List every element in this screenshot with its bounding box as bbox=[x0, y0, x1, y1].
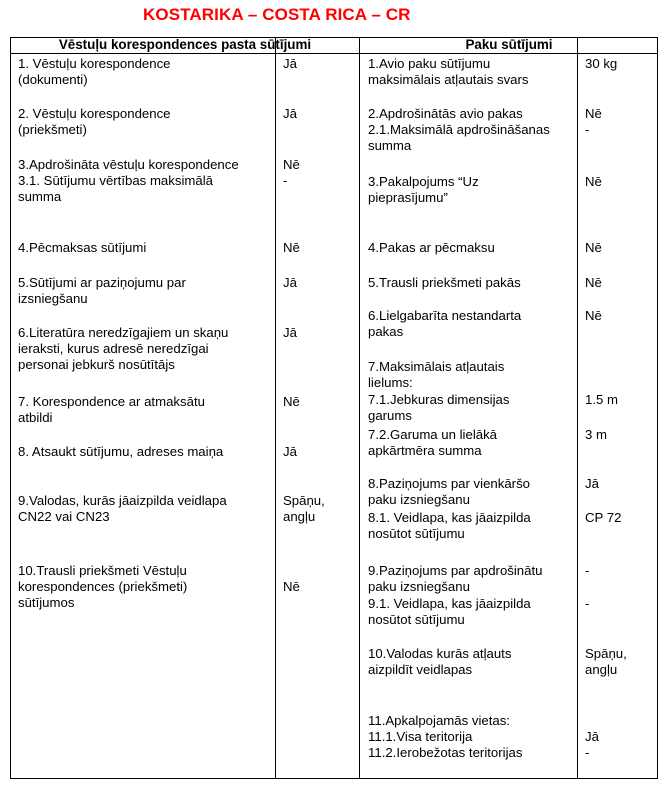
left-row-7-label: 7. Korespondence ar atmaksātu atbildi bbox=[18, 394, 205, 425]
right-row-7-label: 7.Maksimālais atļautais lielums: bbox=[368, 359, 505, 390]
right-row-3-label: 3.Pakalpojums “Uz pieprasījumu” bbox=[368, 174, 479, 205]
right-column-header: Paku sūtījumi bbox=[465, 37, 553, 52]
right-row-6-label: 6.Lielgabarīta nestandarta pakas bbox=[368, 308, 522, 339]
right-row-8-1-value: CP 72 bbox=[585, 510, 622, 525]
right-row-11-label: 11.Apkalpojamās vietas: 11.1.Visa teritorija 11.2.Ierobežotas teritorijas bbox=[368, 713, 523, 760]
right-row-2-label: 2.Apdrošinātās avio pakas 2.1.Maksimālā apdrošināšanas summa bbox=[368, 106, 550, 153]
right-row-9-1-value: - bbox=[585, 596, 590, 611]
left-row-8-value: Jā bbox=[283, 444, 297, 459]
left-column-header: Vēstuļu korespondences pasta sūtījumi bbox=[58, 37, 312, 52]
right-row-9-value: - bbox=[585, 563, 590, 578]
header-divider bbox=[10, 53, 658, 54]
left-row-9-label: 9.Valodas, kurās jāaizpilda veidlapa CN22 vai CN23 bbox=[18, 493, 227, 524]
right-row-3-value: Nē bbox=[585, 174, 602, 189]
left-row-3-label: 3.Apdrošināta vēstuļu korespondence 3.1. Sūtījumu vērtības maksimālā summa bbox=[18, 157, 239, 204]
right-row-2-value: Nē - bbox=[585, 106, 602, 137]
right-row-8-1-label: 8.1. Veidlapa, kas jāaizpilda nosūtot sūtījumu bbox=[368, 510, 531, 541]
right-row-6-value: Nē bbox=[585, 308, 602, 323]
left-row-8-label: 8. Atsaukt sūtījumu, adreses maiņa bbox=[18, 444, 224, 459]
right-row-1-label: 1.Avio paku sūtījumu maksimālais atļautais svars bbox=[368, 56, 529, 87]
right-row-8-label: 8.Paziņojums par vienkāršo paku izsniegšanu bbox=[368, 476, 530, 507]
left-row-7-value: Nē bbox=[283, 394, 300, 409]
right-row-4-label: 4.Pakas ar pēcmaksu bbox=[368, 240, 495, 255]
right-row-9-label: 9.Paziņojums par apdrošinātu paku izsniegšanu bbox=[368, 563, 543, 594]
right-row-5-label: 5.Trausli priekšmeti pakās bbox=[368, 275, 521, 290]
right-row-10-label: 10.Valodas kurās atļauts aizpildīt veidlapas bbox=[368, 646, 512, 677]
right-row-5-value: Nē bbox=[585, 275, 602, 290]
left-row-3-value: Nē - bbox=[283, 157, 300, 188]
left-row-6-label: 6.Literatūra neredzīgajiem un skaņu ieraksti, kurus adresē neredzīgai personai jebkurš nosūtītājs bbox=[18, 325, 229, 372]
left-row-4-value: Nē bbox=[283, 240, 300, 255]
right-row-11-value: Jā - bbox=[585, 729, 599, 760]
left-row-2-value: Jā bbox=[283, 106, 297, 121]
right-value-divider bbox=[577, 37, 578, 779]
left-row-5-label: 5.Sūtījumi ar paziņojumu par izsniegšanu bbox=[18, 275, 186, 306]
left-row-4-label: 4.Pēcmaksas sūtījumi bbox=[18, 240, 147, 255]
right-row-1-value: 30 kg bbox=[585, 56, 618, 71]
left-row-1-label: 1. Vēstuļu korespondence (dokumenti) bbox=[18, 56, 171, 87]
right-row-7-1-value: 1.5 m bbox=[585, 392, 618, 407]
right-row-7-2-label: 7.2.Garuma un lielākā apkārtmēra summa bbox=[368, 427, 498, 458]
right-row-4-value: Nē bbox=[585, 240, 602, 255]
left-row-2-label: 2. Vēstuļu korespondence (priekšmeti) bbox=[18, 106, 171, 137]
page-title: KOSTARIKA – COSTA RICA – CR bbox=[143, 5, 411, 24]
left-row-1-value: Jā bbox=[283, 56, 297, 71]
right-row-7-1-label: 7.1.Jebkuras dimensijas garums bbox=[368, 392, 510, 423]
column-divider bbox=[359, 37, 360, 779]
left-row-9-value: Spāņu, angļu bbox=[283, 493, 325, 524]
left-row-5-value: Jā bbox=[283, 275, 297, 290]
right-row-9-1-label: 9.1. Veidlapa, kas jāaizpilda nosūtot sūtījumu bbox=[368, 596, 531, 627]
left-row-10-value: Nē bbox=[283, 579, 300, 594]
right-row-8-value: Jā bbox=[585, 476, 599, 491]
right-row-10-value: Spāņu, angļu bbox=[585, 646, 627, 677]
left-row-6-value: Jā bbox=[283, 325, 297, 340]
left-row-10-label: 10.Trausli priekšmeti Vēstuļu korespondences (priekšmeti) sūtījumos bbox=[18, 563, 188, 610]
right-row-7-2-value: 3 m bbox=[585, 427, 607, 442]
left-value-divider bbox=[275, 37, 276, 779]
